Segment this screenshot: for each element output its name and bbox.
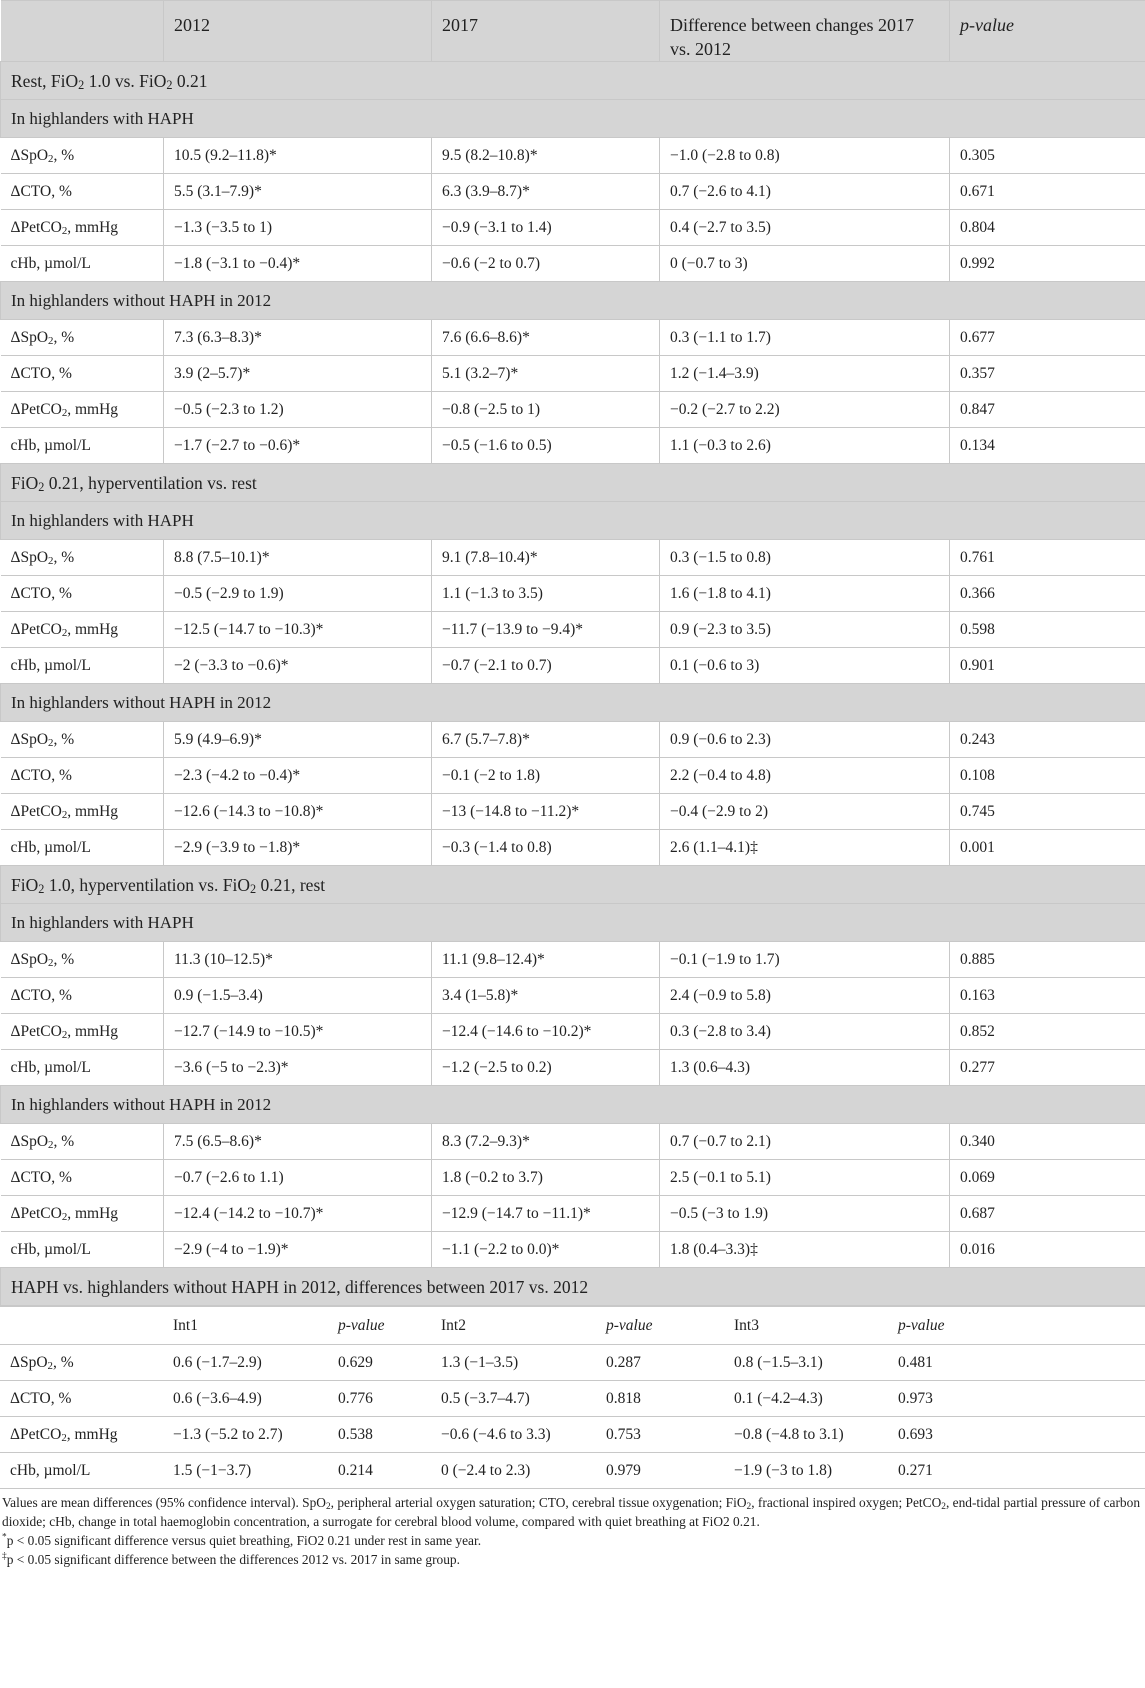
value-2012: −1.8 (−3.1 to −0.4)* [164,246,432,282]
value-p: 0.001 [950,830,1145,866]
value-2017: −0.7 (−2.1 to 0.7) [432,648,660,684]
comparison-cell: 0.629 [328,1345,431,1381]
row-label: ΔCTO, % [1,978,164,1014]
comparison-cell: 0.481 [888,1345,1145,1381]
table-row [1,1050,1145,1086]
comparison-cell: 0.979 [596,1453,724,1489]
comparison-header-cell [0,1307,163,1345]
value-2017: −1.1 (−2.2 to 0.0)* [432,1232,660,1268]
group-header-row [1,904,1145,942]
value-difference: 2.2 (−0.4 to 4.8) [660,758,950,794]
table-footnotes [0,1489,1145,1569]
comparison-cell: −1.9 (−3 to 1.8) [724,1453,888,1489]
value-difference: 2.4 (−0.9 to 5.8) [660,978,950,1014]
group-title: In highlanders with HAPH [1,502,1145,540]
value-difference: 0.3 (−2.8 to 3.4) [660,1014,950,1050]
table-row [1,392,1145,428]
comparison-table [0,1306,1145,1489]
row-label: cHb, µmol/L [1,1232,164,1268]
table-row [1,830,1145,866]
comparison-cell: 0.8 (−1.5–3.1) [724,1345,888,1381]
value-2017: 6.3 (3.9–8.7)* [432,174,660,210]
value-2012: 11.3 (10–12.5)* [164,942,432,978]
row-label: ΔCTO, % [1,356,164,392]
value-difference: 1.2 (−1.4–3.9) [660,356,950,392]
row-label: cHb, µmol/L [1,1050,164,1086]
value-difference: 0.1 (−0.6 to 3) [660,648,950,684]
group-title: In highlanders without HAPH in 2012 [1,684,1145,722]
group-header-row [1,1086,1145,1124]
row-label: ΔPetCO$_2$, mmHg [1,210,164,246]
value-difference: 0.3 (−1.1 to 1.7) [660,320,950,356]
comparison-cell: 0.538 [328,1417,431,1453]
value-2017: 1.8 (−0.2 to 3.7) [432,1160,660,1196]
value-p: 0.340 [950,1124,1145,1160]
value-difference: −1.0 (−2.8 to 0.8) [660,138,950,174]
table-row [1,1124,1145,1160]
table-row [1,356,1145,392]
value-2017: −11.7 (−13.9 to −9.4)* [432,612,660,648]
value-2017: −0.5 (−1.6 to 0.5) [432,428,660,464]
results-table-body [1,62,1145,1306]
table-row [1,1232,1145,1268]
table-row [1,612,1145,648]
table-row [1,576,1145,612]
comparison-title: HAPH vs. highlanders without HAPH in 2012, differences between 2017 vs. 2012 [1,1268,1145,1306]
value-2012: −1.3 (−3.5 to 1) [164,210,432,246]
comparison-header-cell: Int2 [431,1307,596,1345]
row-label: cHb, µmol/L [1,830,164,866]
table-row [1,320,1145,356]
value-p: 0.598 [950,612,1145,648]
group-header-row [1,100,1145,138]
value-p: 0.366 [950,576,1145,612]
value-p: 0.687 [950,1196,1145,1232]
value-difference: 2.5 (−0.1 to 5.1) [660,1160,950,1196]
value-p: 0.243 [950,722,1145,758]
value-2017: −1.2 (−2.5 to 0.2) [432,1050,660,1086]
row-label: ΔCTO, % [1,576,164,612]
table-row [1,1014,1145,1050]
table-row [1,794,1145,830]
value-2012: −12.5 (−14.7 to −10.3)* [164,612,432,648]
comparison-cell: 0.5 (−3.7–4.7) [431,1381,596,1417]
section-header-row [1,866,1145,904]
value-p: 0.357 [950,356,1145,392]
table-row [1,942,1145,978]
value-p: 0.016 [950,1232,1145,1268]
row-label: ΔPetCO$_2$, mmHg [1,612,164,648]
value-p: 0.305 [950,138,1145,174]
row-label: ΔPetCO$_2$, mmHg [1,794,164,830]
table-row [1,978,1145,1014]
value-2012: −12.6 (−14.3 to −10.8)* [164,794,432,830]
value-difference: 0.9 (−0.6 to 2.3) [660,722,950,758]
value-difference: 2.6 (1.1–4.1)‡ [660,830,950,866]
comparison-cell: 1.3 (−1–3.5) [431,1345,596,1381]
value-difference: 1.3 (0.6–4.3) [660,1050,950,1086]
value-2017: 6.7 (5.7–7.8)* [432,722,660,758]
value-2012: −0.5 (−2.3 to 1.2) [164,392,432,428]
table-row [1,246,1145,282]
comparison-header-cell: p-value [596,1307,724,1345]
value-p: 0.108 [950,758,1145,794]
table-row [1,174,1145,210]
row-label: cHb, µmol/L [1,428,164,464]
comparison-row [0,1381,1145,1417]
comparison-row-label: cHb, µmol/L [0,1453,163,1489]
comparison-row [0,1417,1145,1453]
table-header-row [1,1,1145,62]
value-difference: 1.6 (−1.8 to 4.1) [660,576,950,612]
section-header-row [1,62,1145,100]
value-p: 0.134 [950,428,1145,464]
value-2012: 10.5 (9.2–11.8)* [164,138,432,174]
value-2012: 0.9 (−1.5–3.4) [164,978,432,1014]
header-2012: 2012 [164,1,432,62]
value-2017: −0.8 (−2.5 to 1) [432,392,660,428]
value-2017: 11.1 (9.8–12.4)* [432,942,660,978]
comparison-cell: 0.271 [888,1453,1145,1489]
value-p: 0.671 [950,174,1145,210]
comparison-header-cell: Int3 [724,1307,888,1345]
value-difference: 1.8 (0.4–3.3)‡ [660,1232,950,1268]
row-label: ΔSpO$_2$, % [1,1124,164,1160]
footnote-asterisk: *p < 0.05 significant difference versus quiet breathing, FiO2 0.21 under rest in same year. [2,1532,482,1548]
comparison-header-cell: p-value [888,1307,1145,1345]
value-2017: −12.4 (−14.6 to −10.2)* [432,1014,660,1050]
comparison-cell: −0.6 (−4.6 to 3.3) [431,1417,596,1453]
value-2017: 3.4 (1–5.8)* [432,978,660,1014]
value-2012: −2.9 (−3.9 to −1.8)* [164,830,432,866]
comparison-cell: −0.8 (−4.8 to 3.1) [724,1417,888,1453]
value-2017: −12.9 (−14.7 to −11.1)* [432,1196,660,1232]
group-title: In highlanders with HAPH [1,904,1145,942]
row-label: ΔPetCO$_2$, mmHg [1,1014,164,1050]
value-p: 0.804 [950,210,1145,246]
value-difference: 0 (−0.7 to 3) [660,246,950,282]
value-p: 0.277 [950,1050,1145,1086]
row-label: cHb, µmol/L [1,246,164,282]
value-2017: 7.6 (6.6–8.6)* [432,320,660,356]
table-row [1,758,1145,794]
value-2017: 1.1 (−1.3 to 3.5) [432,576,660,612]
value-p: 0.847 [950,392,1145,428]
row-label: ΔSpO$_2$, % [1,320,164,356]
value-2012: −3.6 (−5 to −2.3)* [164,1050,432,1086]
value-p: 0.992 [950,246,1145,282]
row-label: ΔPetCO$_2$, mmHg [1,392,164,428]
value-p: 0.852 [950,1014,1145,1050]
value-difference: 1.1 (−0.3 to 2.6) [660,428,950,464]
comparison-cell: 0.1 (−4.2–4.3) [724,1381,888,1417]
value-2017: −0.1 (−2 to 1.8) [432,758,660,794]
value-2012: −0.7 (−2.6 to 1.1) [164,1160,432,1196]
header-p-value: p-value [950,1,1145,62]
value-2012: −12.7 (−14.9 to −10.5)* [164,1014,432,1050]
value-2012: 7.5 (6.5–8.6)* [164,1124,432,1160]
value-2012: −1.7 (−2.7 to −0.6)* [164,428,432,464]
footnote-double-dagger: ‡p < 0.05 significant difference between the differences 2012 vs. 2017 in same group. [2,1551,460,1567]
comparison-row-label: ΔPetCO$_2$, mmHg [0,1417,163,1453]
comparison-row-label: ΔCTO, % [0,1381,163,1417]
value-difference: 0.9 (−2.3 to 3.5) [660,612,950,648]
comparison-cell: 0 (−2.4 to 2.3) [431,1453,596,1489]
value-2017: −0.9 (−3.1 to 1.4) [432,210,660,246]
value-difference: −0.2 (−2.7 to 2.2) [660,392,950,428]
row-label: ΔSpO$_2$, % [1,942,164,978]
comparison-header-row [0,1307,1145,1345]
row-label: cHb, µmol/L [1,648,164,684]
value-2017: −0.3 (−1.4 to 0.8) [432,830,660,866]
value-2012: −2 (−3.3 to −0.6)* [164,648,432,684]
comparison-cell: 0.287 [596,1345,724,1381]
value-2017: 9.5 (8.2–10.8)* [432,138,660,174]
group-title: In highlanders without HAPH in 2012 [1,282,1145,320]
value-p: 0.069 [950,1160,1145,1196]
value-difference: 0.7 (−2.6 to 4.1) [660,174,950,210]
group-title: In highlanders without HAPH in 2012 [1,1086,1145,1124]
table-row [1,210,1145,246]
table-row [1,540,1145,576]
comparison-row [0,1453,1145,1489]
comparison-cell: 0.6 (−1.7–2.9) [163,1345,328,1381]
value-2012: 8.8 (7.5–10.1)* [164,540,432,576]
comparison-cell: 0.753 [596,1417,724,1453]
section-title: FiO$_2$ 1.0, hyperventilation vs. FiO$_2$ 0.21, rest [1,866,1145,904]
value-p: 0.745 [950,794,1145,830]
value-2012: −12.4 (−14.2 to −10.7)* [164,1196,432,1232]
value-difference: −0.5 (−3 to 1.9) [660,1196,950,1232]
header-difference: Difference between changes 2017 vs. 2012 [660,1,950,62]
comparison-cell: 0.214 [328,1453,431,1489]
section-header-row [1,464,1145,502]
comparison-cell: 0.6 (−3.6–4.9) [163,1381,328,1417]
section-title: FiO$_2$ 0.21, hyperventilation vs. rest [1,464,1145,502]
value-2017: −13 (−14.8 to −11.2)* [432,794,660,830]
row-label: ΔCTO, % [1,758,164,794]
comparison-title-row [1,1268,1145,1306]
table-row [1,1160,1145,1196]
group-header-row [1,684,1145,722]
value-difference: −0.4 (−2.9 to 2) [660,794,950,830]
value-2012: −2.3 (−4.2 to −0.4)* [164,758,432,794]
value-2017: −0.6 (−2 to 0.7) [432,246,660,282]
comparison-row-label: ΔSpO$_2$, % [0,1345,163,1381]
table-row [1,138,1145,174]
value-p: 0.761 [950,540,1145,576]
value-p: 0.901 [950,648,1145,684]
table-row [1,428,1145,464]
value-2012: 7.3 (6.3–8.3)* [164,320,432,356]
comparison-cell: 0.818 [596,1381,724,1417]
row-label: ΔCTO, % [1,1160,164,1196]
row-label: ΔSpO$_2$, % [1,138,164,174]
comparison-cell: 1.5 (−1−3.7) [163,1453,328,1489]
value-2012: −2.9 (−4 to −1.9)* [164,1232,432,1268]
row-label: ΔPetCO$_2$, mmHg [1,1196,164,1232]
header-label-col [1,1,164,62]
comparison-row [0,1345,1145,1381]
value-difference: 0.4 (−2.7 to 3.5) [660,210,950,246]
value-2017: 8.3 (7.2–9.3)* [432,1124,660,1160]
table-row [1,1196,1145,1232]
value-2012: 5.5 (3.1–7.9)* [164,174,432,210]
value-difference: −0.1 (−1.9 to 1.7) [660,942,950,978]
row-label: ΔCTO, % [1,174,164,210]
group-header-row [1,282,1145,320]
value-2012: 5.9 (4.9–6.9)* [164,722,432,758]
comparison-cell: 0.693 [888,1417,1145,1453]
value-2012: 3.9 (2–5.7)* [164,356,432,392]
comparison-header-cell: Int1 [163,1307,328,1345]
row-label: ΔSpO$_2$, % [1,722,164,758]
comparison-table-body [0,1307,1145,1489]
row-label: ΔSpO$_2$, % [1,540,164,576]
value-2012: −0.5 (−2.9 to 1.9) [164,576,432,612]
comparison-header-cell: p-value [328,1307,431,1345]
comparison-cell: 0.776 [328,1381,431,1417]
footnote-abbreviations: Values are mean differences (95% confidence interval). SpO$_2$, peripheral arterial oxygen saturation; CTO, cerebral tissue oxygenation; FiO$_2$, fractional inspired oxygen; PetCO$_2$, end-tidal partial pressure of carbon dioxide; cHb, change in total haemoglobin concentration, a surrogate for cerebral blood volume, compared with quiet breathing at FiO2 0.21. [2,1495,1141,1529]
header-2017: 2017 [432,1,660,62]
comparison-cell: −1.3 (−5.2 to 2.7) [163,1417,328,1453]
section-title: Rest, FiO$_2$ 1.0 vs. FiO$_2$ 0.21 [1,62,1145,100]
comparison-cell: 0.973 [888,1381,1145,1417]
value-2017: 9.1 (7.8–10.4)* [432,540,660,576]
group-title: In highlanders with HAPH [1,100,1145,138]
value-difference: 0.3 (−1.5 to 0.8) [660,540,950,576]
table-row [1,722,1145,758]
group-header-row [1,502,1145,540]
value-difference: 0.7 (−0.7 to 2.1) [660,1124,950,1160]
value-2017: 5.1 (3.2–7)* [432,356,660,392]
value-p: 0.163 [950,978,1145,1014]
value-p: 0.885 [950,942,1145,978]
value-p: 0.677 [950,320,1145,356]
table-row [1,648,1145,684]
